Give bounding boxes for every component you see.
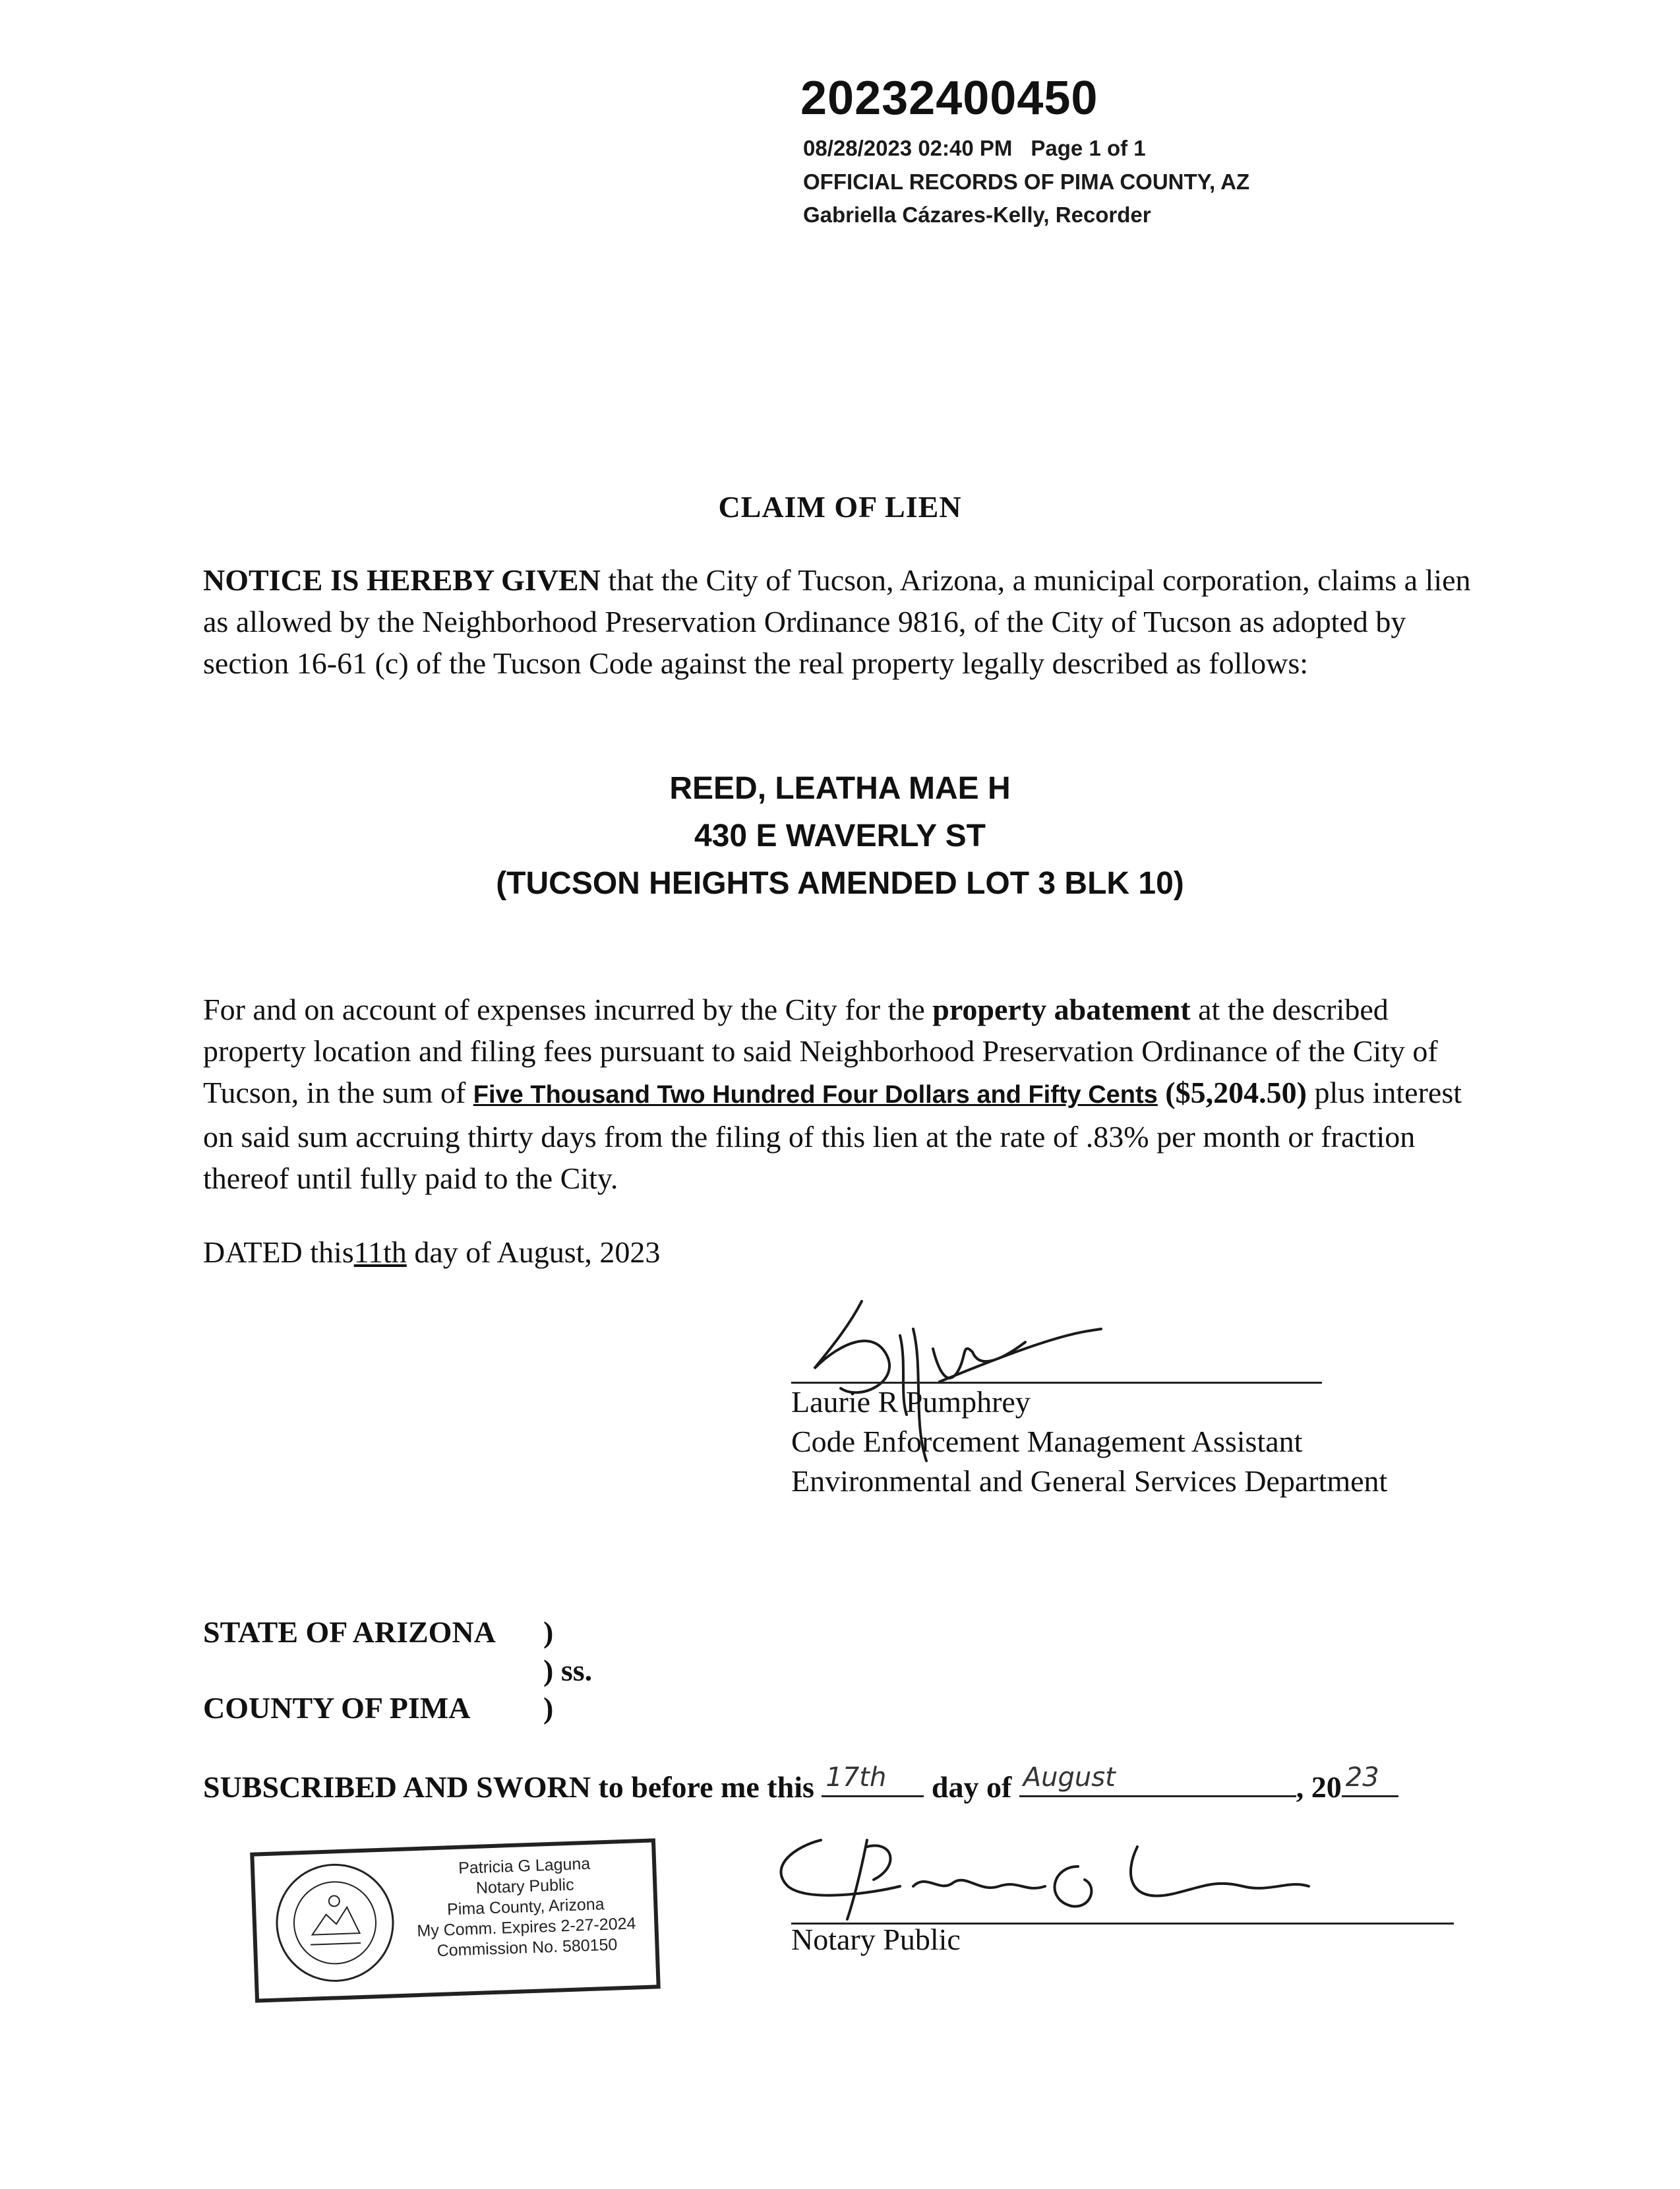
stamp-text <box>402 1852 649 1963</box>
expenses-text-3: plus interest on said sum accruing thirty days from the filing of this lien at the rate of .83% per month or fraction thereof until fully paid to the City. <box>203 1076 1462 1195</box>
stamp-line-expires: My Comm. Expires 2-27-2024 <box>417 1914 636 1941</box>
stamp-line-county: Pima County, Arizona <box>446 1895 605 1919</box>
arizona-seal-icon <box>272 1859 398 1986</box>
dated-suffix: day of August, 2023 <box>406 1235 661 1269</box>
dated-prefix: DATED this <box>203 1235 354 1269</box>
notice-paragraph <box>203 559 1489 684</box>
jurat-day-field <box>822 1762 924 1797</box>
jurat-year-prefix: , 20 <box>1296 1770 1342 1804</box>
dated-line <box>203 1235 660 1270</box>
recording-recorder: Gabriella Cázares-Kelly, Recorder <box>803 202 1151 227</box>
notice-text: that the City of Tucson, Arizona, a municipal corporation, claims a lien as allowed by the Neighborhood Preservation Ordinance 9816, of the City of Tucson as adopted by section 16-61 (c) of the Tucson Code against the real property legally described as follows: <box>203 563 1471 680</box>
recording-number: 20232400450 <box>800 72 1098 125</box>
jurat-day: 17th <box>825 1762 887 1793</box>
abatement-label: property abatement <box>932 993 1191 1026</box>
jurat-month-field <box>1019 1762 1296 1797</box>
signer-department: Environmental and General Services Department <box>791 1464 1388 1498</box>
amount-figure: ($5,204.50) <box>1157 1076 1307 1109</box>
venue-paren-1: ) <box>543 1615 554 1649</box>
expenses-paragraph <box>203 989 1489 1199</box>
jurat-day-word: day of <box>924 1770 1019 1804</box>
notary-public-label: Notary Public <box>791 1923 961 1956</box>
venue-state: STATE OF ARIZONA <box>203 1615 496 1649</box>
property-address: 430 E WAVERLY ST <box>694 818 986 853</box>
stamp-line-name: Patricia G Laguna <box>458 1854 591 1878</box>
stamp-line-title: Notary Public <box>475 1875 575 1897</box>
recording-office: OFFICIAL RECORDS OF PIMA COUNTY, AZ <box>803 170 1250 194</box>
venue-ss: ) ss. <box>543 1653 593 1687</box>
notice-lead: NOTICE IS HEREBY GIVEN <box>203 563 601 597</box>
venue-county: COUNTY OF PIMA <box>203 1691 471 1725</box>
jurat-year-field <box>1342 1762 1398 1797</box>
jurat-year: 23 <box>1345 1762 1379 1793</box>
notary-stamp <box>250 1838 661 2002</box>
amount-in-words: Five Thousand Two Hundred Four Dollars and Fifty Cents <box>473 1081 1158 1109</box>
jurat-prefix: SUBSCRIBED AND SWORN to before me this <box>203 1770 822 1804</box>
signer-title: Code Enforcement Management Assistant <box>791 1425 1303 1458</box>
recording-datetime-line <box>803 136 1146 161</box>
stamp-line-commission: Commission No. 580150 <box>436 1935 618 1960</box>
recording-page: Page 1 of 1 <box>1031 136 1146 160</box>
jurat-month: August <box>1023 1762 1116 1793</box>
property-owner: REED, LEATHA MAE H <box>669 771 1011 806</box>
venue-paren-2: ) <box>543 1691 554 1725</box>
expenses-text-2: at the described property location and filing fees pursuant to said Neighborhood Preservation Ordinance of the City of Tucson, in the sum of <box>203 993 1438 1109</box>
jurat-line <box>203 1762 1398 1804</box>
property-legal-description: (TUCSON HEIGHTS AMENDED LOT 3 BLK 10) <box>496 866 1184 901</box>
recording-datetime: 08/28/2023 02:40 PM <box>803 136 1013 160</box>
signer-name: Laurie R Pumphrey <box>791 1385 1031 1419</box>
expenses-text-1: For and on account of expenses incurred by the City for the <box>203 993 933 1026</box>
dated-day: 11th <box>353 1235 407 1269</box>
document-title: CLAIM OF LIEN <box>718 490 962 524</box>
